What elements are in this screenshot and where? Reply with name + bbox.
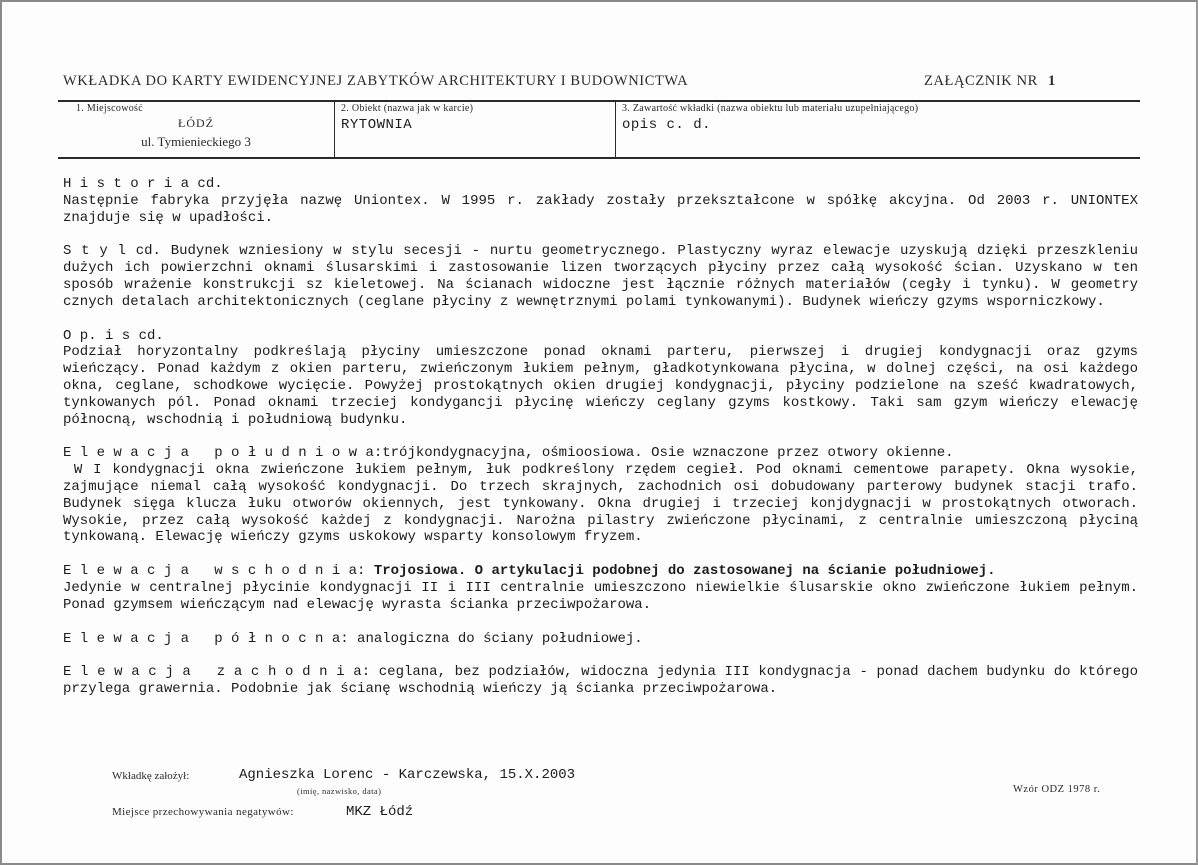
east-elevation-paragraph bbox=[63, 563, 1147, 613]
contents-label: 3. Zawartość wkładki (nazwa obiektu lub materiału uzupełniającego) bbox=[622, 103, 919, 114]
author-caption: (imię, nazwisko, data) bbox=[297, 786, 382, 796]
author-value: Agnieszka Lorenc - Karczewska, 15.X.2003 bbox=[239, 767, 576, 783]
info-table bbox=[58, 100, 1140, 159]
location-city: ŁÓDŹ bbox=[178, 116, 214, 130]
west-elevation-paragraph: E l e w a c j a z a c h o d n i a: ceglana, bez podziałów, widoczna jedynia III kondygnacja - ponad dachem budynku do którego przylega grawernia. Podobnie jak ścianę wschodnią wieńczy ją ścianka przeciwpożarowa. bbox=[63, 664, 1147, 698]
annex-label: ZAŁĄCZNIK NR bbox=[924, 73, 1038, 89]
north-elevation-paragraph: E l e w a c j a p ó ł n o c n a: analogiczna do ściany południowej. bbox=[63, 630, 643, 647]
object-label: 2. Obiekt (nazwa jak w karcie) bbox=[341, 103, 474, 114]
location-label: 1. Miejscowość bbox=[76, 103, 143, 114]
description-body bbox=[63, 176, 1147, 698]
negatives-label: Miejsce przechowywania negatywów: bbox=[112, 806, 294, 818]
document-title: WKŁADKA DO KARTY EWIDENCYJNEJ ZABYTKÓW ARCHITEKTURY I BUDOWNICTWA bbox=[63, 73, 689, 89]
object-cell bbox=[334, 102, 616, 157]
south-elevation-paragraph: E l e w a c j a p o ł u d n i o w a:trójkondygnacyjna, ośmioosiowa. Osie wznaczone przez otwory okienne. W I kondygnacji okna zwieńczone łukiem pełnym, łuk podkreślony rzędem cegieł. Pod oknami cementowe parapety. Okna wysokie, zajmujące niemal całą wysokość kondygnacji. Do trzech skrajnych, zachodnich osi dobudowany parterowy budynek stacji trafo. Budynek sięga klucza łuku otworów okiennych, jest tynkowany. Okna drugiej i trzeciej konjdygnacji w prostokątnych otworach. Wysokie, przez całą wysokość każdej z kondygnacji. Narożna pilastry zwieńczone płycinami, z centralnie umieszczoną płyciną tynkowaną. Elewację wieńczy gzyms uskokowy wsparty konsolowym fryzem. bbox=[63, 445, 1139, 546]
annex-header bbox=[924, 73, 1056, 90]
form-model: Wzór ODZ 1978 r. bbox=[1013, 784, 1101, 795]
annex-number: 1 bbox=[1047, 73, 1056, 89]
style-paragraph: S t y l cd. Budynek wzniesiony w stylu secesji - nurtu geometrycznego. Plastyczny wyraz elewacje uzyskują dzięki przeszkleniu dużych ich powierzchni oknami ślusarskimi i zastosowanie lizen tworzących płyciny przez całą wysokość ścian. Uzyskano w ten sposób wrażenie konstrukcji sz kieletowej. Na ścianach widoczne jest łącznie różnych materiałów (cegły i tynku). W geometry cznych detalach architektonicznych (ceglane płyciny z wewnętrznymi polami tynkowanymi). Budynek wieńczy gzyms wsporniczkowy. bbox=[63, 243, 1147, 310]
east-elevation-summary: Trojosiowa. O artykulacji podobnej do zastosowanej na ścianie południowej. bbox=[373, 563, 996, 580]
object-value: RYTOWNIA bbox=[341, 117, 413, 133]
contents-value: opis c. d. bbox=[622, 117, 712, 133]
east-elevation-text: Jedynie w centralnej płycinie kondygnacji II i III centralnie umieszczono niewielkie ślusarskie okno zwieńczone łukiem pełnym. Ponad gzymsem wieńczącym nad elewację wyrasta ścianka przeciwpożarowa. bbox=[63, 579, 1147, 613]
east-elevation-heading: E l e w a c j a w s c h o d n i a: bbox=[63, 563, 374, 580]
author-label: Wkładkę założył: bbox=[112, 770, 190, 782]
location-cell bbox=[58, 102, 334, 157]
location-street: ul. Tymienieckiego 3 bbox=[141, 134, 251, 149]
description-paragraph: O p. i s cd. Podział horyzontalny podkreślają płyciny umieszczone ponad oknami parteru, pierwszej i drugiej kondygnacji oraz gzyms wieńczący. Ponad każdym z okien parteru, zwieńczonym łukiem pełnym, gładkotynkowana płycina, w dolnej części, na osi każdego okna, ceglane, schodkowe wycięcie. Powyżej prostokątnych okien drugiej kondygnacji, płyciny podzielone na sześć kwadratowych, tynkowanych pól. Ponad oknami trzeciej kondygancji płycinę wieńczy ceglany gzyms kostkowy. Taki sam gzym wieńczy elewację północną, wschodnią i południową budynku. bbox=[63, 327, 1138, 428]
history-paragraph: H i s t o r i a cd. Następnie fabryka przyjęła nazwę Uniontex. W 1995 r. zakłady zostały przekształcone w spółkę akcyjna. Od 2003 r. UNIONTEX znajduje się w upadłości. bbox=[63, 176, 1138, 226]
contents-cell bbox=[615, 102, 1141, 157]
negatives-value: MKZ Łódź bbox=[346, 804, 414, 820]
